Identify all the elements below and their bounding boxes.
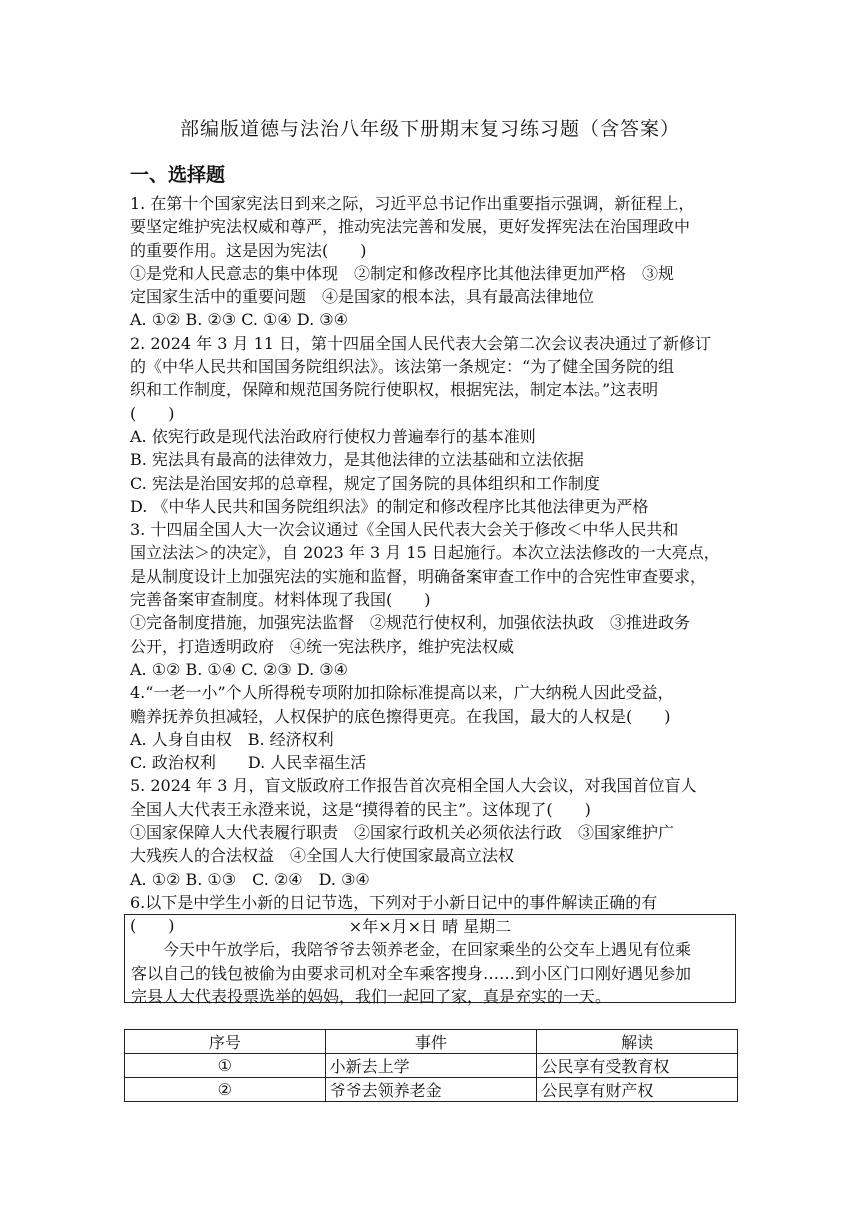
text-line: ①国家保障人大代表履行职责 ②国家行政机关必须依法行政 ③国家维护广 [130, 823, 675, 843]
text-line: A. ①② B. ②③ C. ①④ D. ③④ [130, 310, 348, 330]
column-header: 序号 [125, 1030, 326, 1054]
text-line: A. ①② B. ①④ C. ②③ D. ③④ [130, 659, 348, 679]
text-line: 的《中华人民共和国国务院组织法》。该法第一条规定：“为了健全国务院的组 [130, 357, 675, 377]
text-line: 织和工作制度，保障和规范国务院行使职权，根据宪法，制定本法。”这表明 [130, 380, 659, 400]
text-line: C. 政治权利 D. 人民幸福生活 [130, 753, 367, 773]
text-line: ( ) [130, 916, 175, 936]
table-cell: 小新去上学 [325, 1054, 537, 1078]
diary-excerpt-box [124, 914, 736, 1006]
text-line: B. 宪法具有最高的法律效力，是其他法律的立法基础和立法依据 [130, 450, 584, 470]
text-line: 3. 十四届全国人大一次会议通过《全国人民代表大会关于修改＜中华人民共和 [130, 520, 679, 540]
text-line: 2. 2024 年 3 月 11 日，第十四届全国人民代表大会第二次会议表决通过了新修订 [130, 333, 712, 353]
events-table [124, 1029, 738, 1102]
text-line: A. 依宪行政是现代法治政府行使权力普遍奉行的基本准则 [130, 426, 536, 446]
diary-line: 客以自己的钱包被偷为由要求司机对全车乘客搜身……到小区门口刚好遇见参加 [131, 963, 692, 983]
text-line: ①是党和人民意志的集中体现 ②制定和修改程序比其他法律更加严格 ③规 [130, 263, 675, 283]
section-heading: 一、选择题 [130, 164, 226, 186]
text-line: 国立法法＞的决定》，自 2023 年 3 月 15 日起施行。本次立法法修改的一大亮点， [130, 543, 720, 563]
text-line: 4.“一老一小”个人所得税专项附加扣除标准提高以来，广大纳税人因此受益， [130, 683, 674, 703]
text-line: A. ①② B. ①③ C. ②④ D. ③④ [130, 869, 370, 889]
table-row [125, 1054, 738, 1078]
text-line: 全国人大代表王永澄来说，这是“摸得着的民主”。这体现了( ) [130, 799, 591, 819]
text-line: 5. 2024 年 3 月，盲文版政府工作报告首次亮相全国人大会议，对我国首位盲人 [130, 776, 697, 796]
table-header-row [125, 1030, 738, 1054]
text-line: 定国家生活中的重要问题 ④是国家的根本法，具有最高法律地位 [130, 287, 595, 307]
text-line: 6.以下是中学生小新的日记节选，下列对于小新日记中的事件解读正确的有 [130, 892, 658, 912]
text-line: ( ) [130, 403, 175, 423]
column-header: 解读 [537, 1030, 738, 1054]
text-line: 大残疾人的合法权益 ④全国人大行使国家最高立法权 [130, 846, 515, 866]
table-cell: ② [125, 1078, 326, 1102]
diary-date: ×年×月×日 晴 星期二 [348, 917, 512, 936]
table-row [125, 1078, 738, 1102]
text-line: A. 人身自由权 B. 经济权利 [130, 729, 334, 749]
text-line: D. 《中华人民共和国务院组织法》的制定和修改程序比其他法律更为严格 [130, 496, 649, 516]
text-line: 要坚定维护宪法权威和尊严，推动宪法完善和发展，更好发挥宪法在治国理政中 [130, 217, 691, 237]
diary-line: 今天中午放学后，我陪爷爷去领养老金，在回家乘坐的公交车上遇见有位乘 [163, 940, 692, 960]
text-line: 赡养抚养负担减轻，人权保护的底色擦得更亮。在我国，最大的人权是( ) [130, 706, 671, 726]
table-cell: 公民享有财产权 [537, 1078, 738, 1102]
text-line: 完善备案审查制度。材料体现了我国( ) [130, 590, 431, 610]
text-line: 是从制度设计上加强宪法的实施和监督，明确备案审查工作中的合宪性审查要求， [130, 566, 707, 586]
column-header: 事件 [325, 1030, 537, 1054]
text-line: 公开，打造透明政府 ④统一宪法秩序，维护宪法权威 [130, 636, 515, 656]
table-cell: 爷爷去领养老金 [325, 1078, 537, 1102]
text-line: 1. 在第十个国家宪法日到来之际，习近平总书记作出重要指示强调，新征程上， [130, 194, 695, 213]
table-cell: 公民享有受教育权 [537, 1054, 738, 1078]
table-cell: ① [125, 1054, 326, 1078]
text-line: ①完备制度措施，加强宪法监督 ②规范行使权利，加强依法执政 ③推进政务 [130, 613, 691, 633]
page-title: 部编版道德与法治八年级下册期末复习练习题（含答案） [179, 118, 680, 140]
text-line: C. 宪法是治国安邦的总章程，规定了国务院的具体组织和工作制度 [130, 473, 600, 493]
diary-line: 完县人大代表投票选举的妈妈，我们一起回了家，真是充实的一天。 [131, 986, 612, 1006]
question-body [130, 192, 740, 938]
text-line: 的重要作用。这是因为宪法( ) [130, 240, 367, 260]
